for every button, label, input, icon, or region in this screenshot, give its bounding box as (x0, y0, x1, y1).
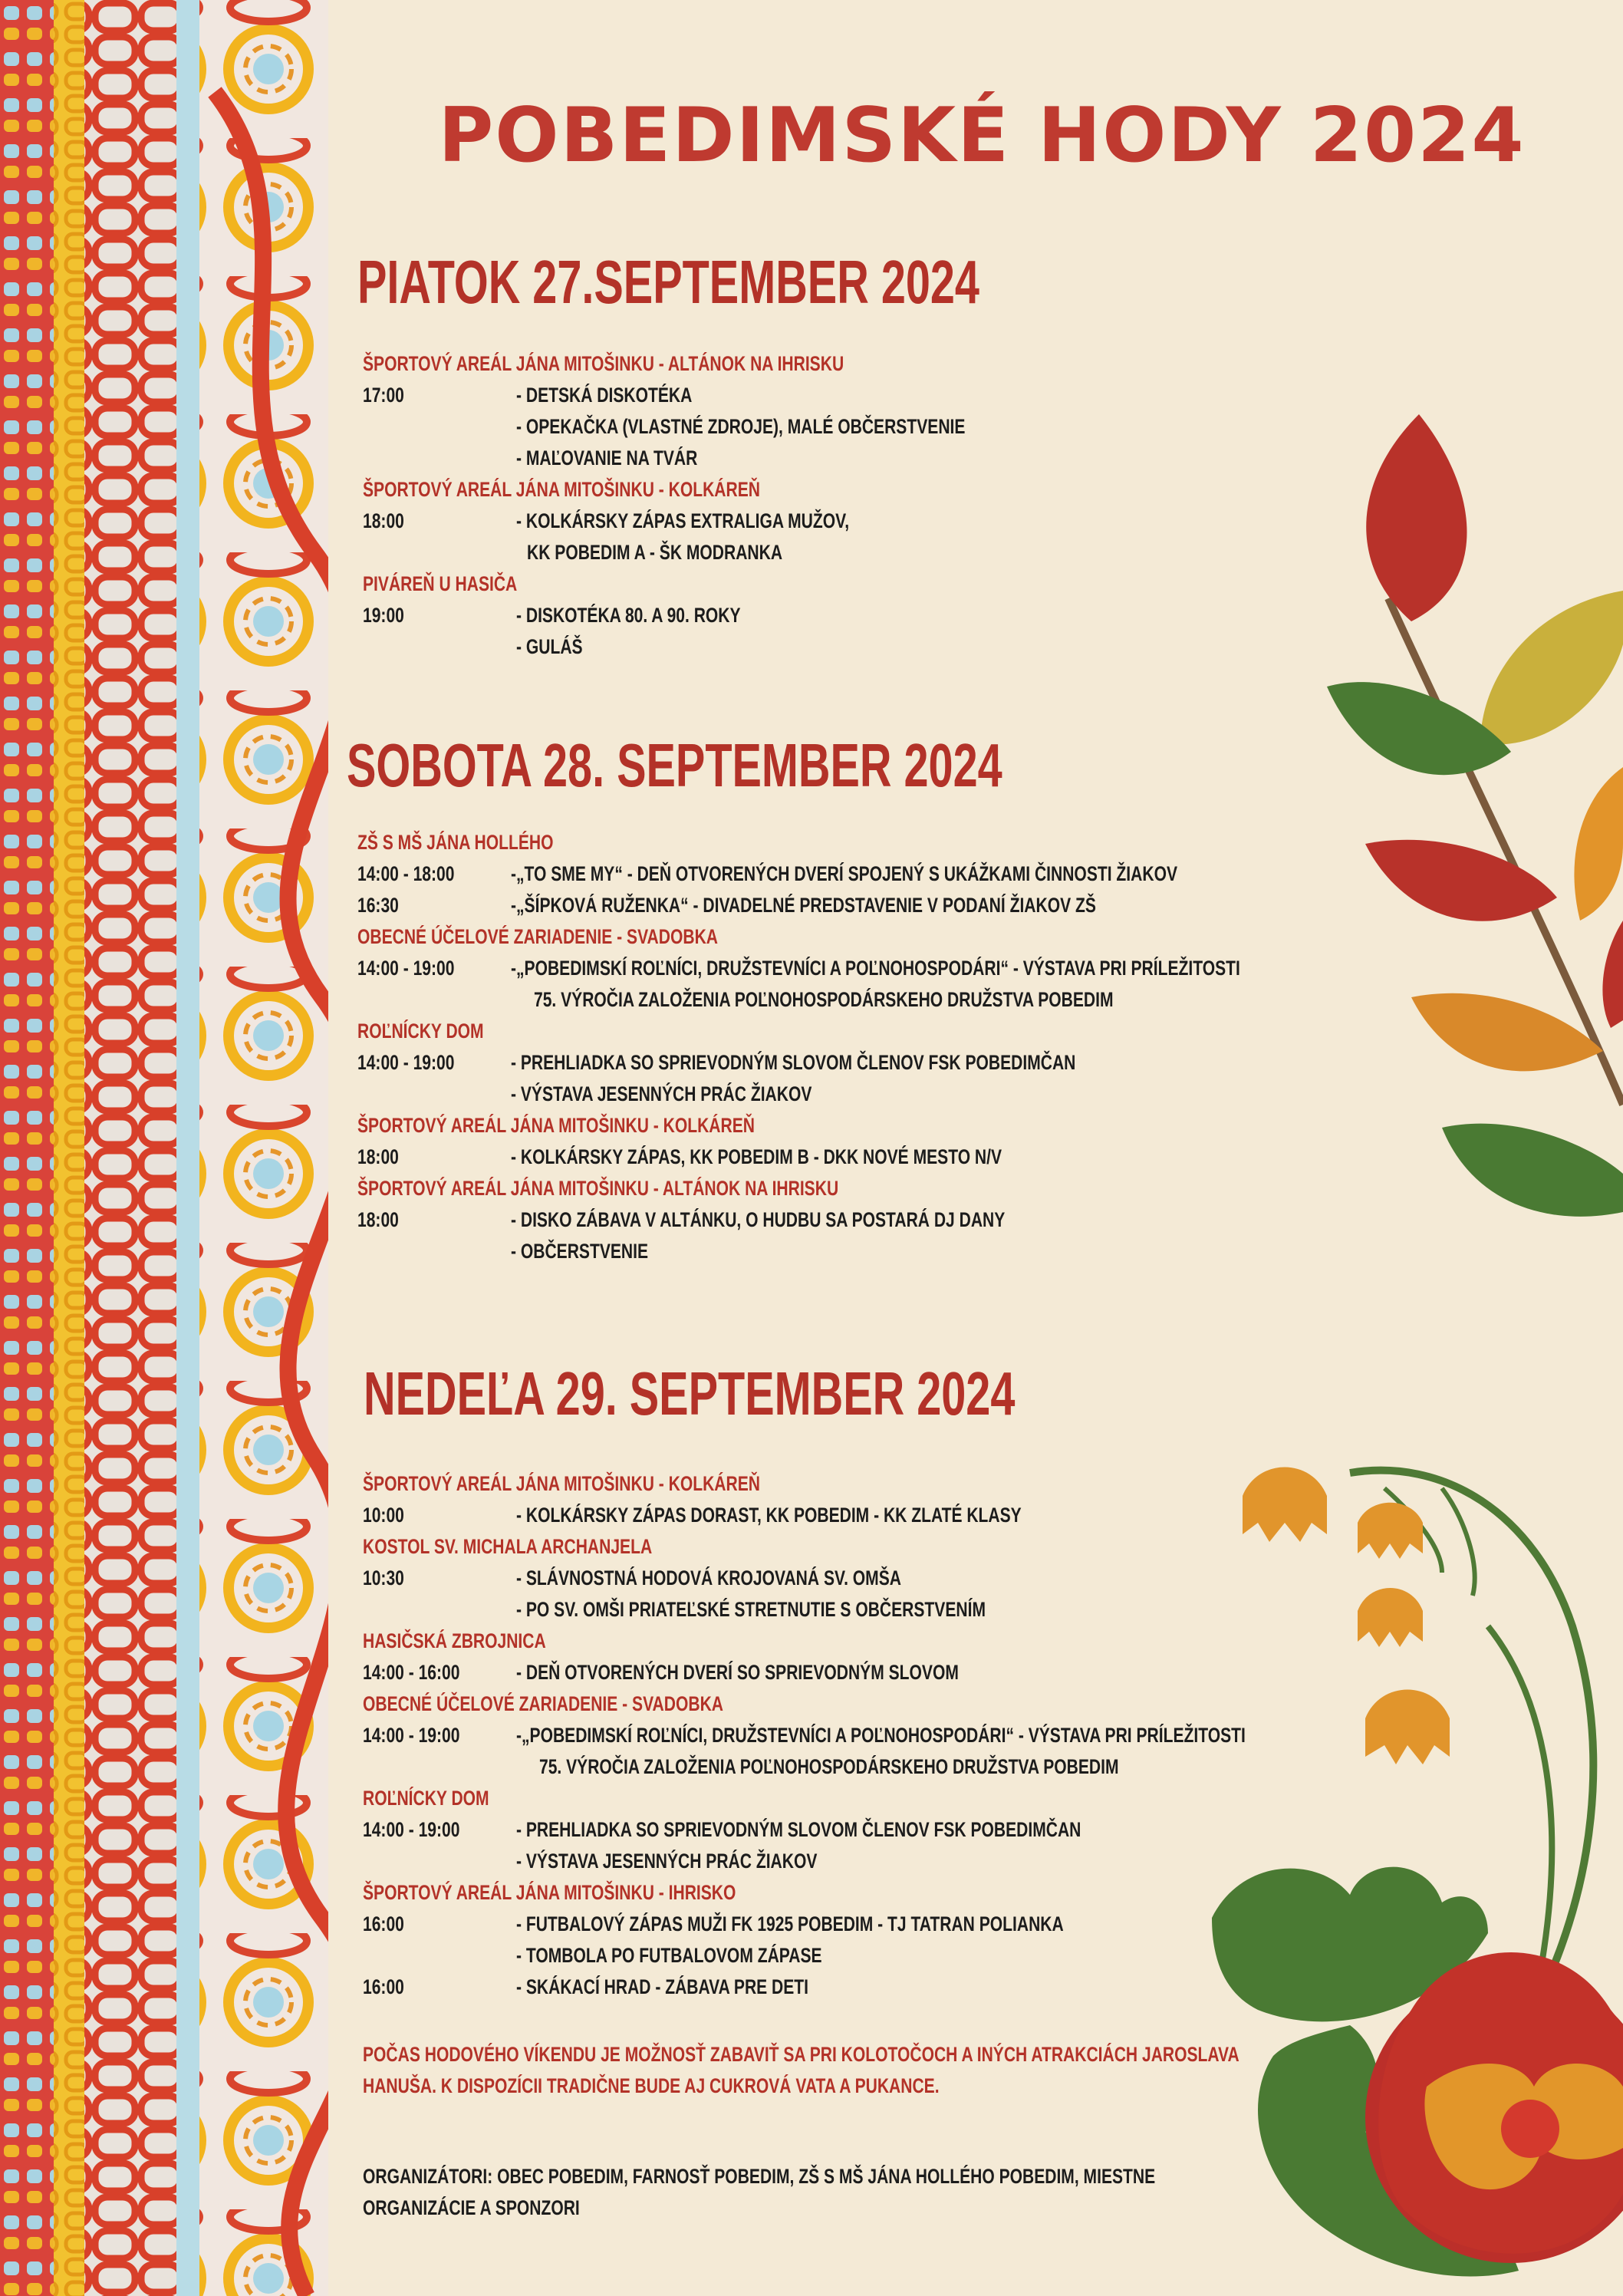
venue-name: ŠPORTOVÝ AREÁL JÁNA MITOŠINKU - IHRISKO (363, 1881, 736, 1904)
attractions-note-line: HANUŠA. K DISPOZÍCII TRADIČNE BUDE AJ CUKROVÁ VATA A PUKANCE. (363, 2074, 940, 2097)
venue-name: ZŠ S MŠ JÁNA HOLLÉHO (357, 831, 554, 854)
schedule-entry (363, 1593, 1360, 1624)
schedule-saturday (357, 825, 1355, 1266)
day-heading-saturday: SOBOTA 28. SEPTEMBER 2024 (347, 731, 1002, 799)
entry-text: - VÝSTAVA JESENNÝCH PRÁC ŽIAKOV (516, 1850, 818, 1873)
entry-time: 19:00 (363, 604, 404, 627)
schedule-entry (363, 1655, 1360, 1687)
schedule-entry (363, 1970, 1360, 2001)
schedule-entry (363, 598, 1360, 630)
embroidery-decoration (0, 0, 328, 2296)
entry-text: - PREHLIADKA SO SPRIEVODNÝM SLOVOM ČLENOV FSK POBEDIMČAN (511, 1051, 1076, 1074)
schedule-entry (363, 1718, 1360, 1750)
organizers-note-line: ORGANIZÁTORI: OBEC POBEDIM, FARNOSŤ POBEDIM, ZŠ S MŠ JÁNA HOLLÉHO POBEDIM, MIESTNE (363, 2165, 1156, 2188)
schedule-entry (363, 441, 1360, 473)
schedule-entry (357, 983, 1355, 1014)
day-heading-friday: PIATOK 27.SEPTEMBER 2024 (357, 248, 979, 316)
venue-heading (357, 1108, 1355, 1140)
entry-time: 16:00 (363, 1975, 404, 1998)
schedule-entry (363, 1813, 1360, 1844)
entry-text: - KOLKÁRSKY ZÁPAS, KK POBEDIM B - DKK NOVÉ MESTO N/V (511, 1145, 1002, 1168)
entry-time: 10:30 (363, 1566, 404, 1589)
venue-name: PIVÁREŇ U HASIČA (363, 572, 518, 595)
schedule-entry (363, 410, 1360, 441)
entry-time: 14:00 - 19:00 (357, 957, 455, 980)
entry-time: 18:00 (357, 1208, 399, 1231)
entry-text: - PO SV. OMŠI PRIATEĽSKÉ STRETNUTIE S OBČERSTVENÍM (516, 1598, 986, 1621)
schedule-friday (363, 347, 1360, 661)
venue-name: ŠPORTOVÝ AREÁL JÁNA MITOŠINKU - ALTÁNOK NA IHRISKU (363, 352, 844, 375)
venue-name: KOSTOL SV. MICHALA ARCHANJELA (363, 1535, 653, 1558)
entry-text: KK POBEDIM A - ŠK MODRANKA (527, 541, 783, 564)
entry-text: - OBČERSTVENIE (511, 1240, 649, 1263)
schedule-entry (357, 1077, 1355, 1108)
entry-time: 16:00 (363, 1912, 404, 1935)
schedule-entry (357, 1046, 1355, 1077)
entry-text: - MAĽOVANIE NA TVÁR (516, 446, 698, 469)
schedule-entry (357, 1203, 1355, 1234)
schedule-entry (363, 1939, 1360, 1970)
venue-name: ŠPORTOVÝ AREÁL JÁNA MITOŠINKU - KOLKÁREŇ (357, 1114, 755, 1137)
schedule-entry (357, 888, 1355, 920)
venue-heading (363, 1467, 1360, 1498)
venue-name: ROĽNÍCKY DOM (363, 1787, 489, 1810)
entry-text: 75. VÝROČIA ZALOŽENIA POĽNOHOSPODÁRSKEHO DRUŽSTVA POBEDIM (534, 988, 1114, 1011)
entry-text: - PREHLIADKA SO SPRIEVODNÝM SLOVOM ČLENOV FSK POBEDIMČAN (516, 1818, 1081, 1841)
schedule-entry (363, 535, 1360, 567)
entry-text: - SLÁVNOSTNÁ HODOVÁ KROJOVANÁ SV. OMŠA (516, 1566, 901, 1589)
venue-heading (357, 920, 1355, 951)
venue-heading (363, 473, 1360, 504)
schedule-entry (357, 951, 1355, 983)
entry-time: 18:00 (357, 1145, 399, 1168)
venue-heading (363, 1687, 1360, 1718)
venue-heading (363, 1624, 1360, 1655)
venue-name: OBECNÉ ÚČELOVÉ ZARIADENIE - SVADOBKA (363, 1692, 723, 1715)
entry-text: - DETSKÁ DISKOTÉKA (516, 384, 693, 407)
entry-text: - KOLKÁRSKY ZÁPAS EXTRALIGA MUŽOV, (516, 509, 850, 532)
venue-heading (363, 1530, 1360, 1561)
schedule-entry (357, 857, 1355, 888)
venue-heading (357, 1014, 1355, 1046)
day-heading-sunday: NEDEĽA 29. SEPTEMBER 2024 (364, 1359, 1016, 1428)
venue-heading (357, 825, 1355, 857)
schedule-entry (357, 1234, 1355, 1266)
venue-heading (363, 1781, 1360, 1813)
entry-text: - FUTBALOVÝ ZÁPAS MUŽI FK 1925 POBEDIM - TJ TATRAN POLIANKA (516, 1912, 1064, 1935)
poster-title: POBEDIMSKÉ HODY 2024 (438, 92, 1526, 180)
schedule-entry (363, 1561, 1360, 1593)
venue-heading (357, 1171, 1355, 1203)
venue-name: OBECNÉ ÚČELOVÉ ZARIADENIE - SVADOBKA (357, 925, 718, 948)
entry-time: 14:00 - 18:00 (357, 862, 455, 885)
schedule-entry (363, 1750, 1360, 1781)
entry-time: 14:00 - 16:00 (363, 1661, 460, 1684)
entry-text: - TOMBOLA PO FUTBALOVOM ZÁPASE (516, 1944, 822, 1967)
entry-text: - OPEKAČKA (VLASTNÉ ZDROJE), MALÉ OBČERSTVENIE (516, 415, 966, 438)
entry-text: - SKÁKACÍ HRAD - ZÁBAVA PRE DETI (516, 1975, 809, 1998)
venue-name: ROĽNÍCKY DOM (357, 1020, 484, 1043)
entry-time: 14:00 - 19:00 (357, 1051, 455, 1074)
venue-name: HASIČSKÁ ZBROJNICA (363, 1629, 546, 1652)
entry-text: -„TO SME MY“ - DEŇ OTVORENÝCH DVERÍ SPOJENÝ S UKÁŽKAMI ČINNOSTI ŽIAKOV (511, 862, 1177, 885)
attractions-note (363, 2039, 1513, 2102)
schedule-entry (363, 630, 1360, 661)
entry-text: -„ŠÍPKOVÁ RUŽENKA“ - DIVADELNÉ PREDSTAVENIE V PODANÍ ŽIAKOV ZŠ (511, 894, 1096, 917)
schedule-entry (363, 1498, 1360, 1530)
schedule-sunday (363, 1467, 1360, 2001)
entry-time: 18:00 (363, 509, 404, 532)
entry-time: 10:00 (363, 1504, 404, 1527)
schedule-entry (363, 378, 1360, 410)
schedule-entry (363, 1844, 1360, 1876)
schedule-entry (363, 504, 1360, 535)
entry-time: 17:00 (363, 384, 404, 407)
venue-heading (363, 347, 1360, 378)
schedule-entry (357, 1140, 1355, 1171)
entry-text: 75. VÝROČIA ZALOŽENIA POĽNOHOSPODÁRSKEHO DRUŽSTVA POBEDIM (539, 1755, 1119, 1778)
entry-text: -„POBEDIMSKÍ ROĽNÍCI, DRUŽSTEVNÍCI A POĽNOHOSPODÁRI“ - VÝSTAVA PRI PRÍLEŽITOSTI (516, 1724, 1246, 1747)
organizers-note-line: ORGANIZÁCIE A SPONZORI (363, 2196, 580, 2219)
entry-text: - DISKOTÉKA 80. A 90. ROKY (516, 604, 741, 627)
entry-text: - DEŇ OTVORENÝCH DVERÍ SO SPRIEVODNÝM SLOVOM (516, 1661, 959, 1684)
venue-name: ŠPORTOVÝ AREÁL JÁNA MITOŠINKU - ALTÁNOK NA IHRISKU (357, 1177, 839, 1200)
entry-text: - KOLKÁRSKY ZÁPAS DORAST, KK POBEDIM - KK ZLATÉ KLASY (516, 1504, 1022, 1527)
entry-time: 14:00 - 19:00 (363, 1818, 460, 1841)
entry-text: - GULÁŠ (516, 635, 583, 658)
venue-heading (363, 567, 1360, 598)
venue-name: ŠPORTOVÝ AREÁL JÁNA MITOŠINKU - KOLKÁREŇ (363, 478, 760, 501)
entry-time: 16:30 (357, 894, 399, 917)
entry-text: -„POBEDIMSKÍ ROĽNÍCI, DRUŽSTEVNÍCI A POĽNOHOSPODÁRI“ - VÝSTAVA PRI PRÍLEŽITOSTI (511, 957, 1240, 980)
venue-name: ŠPORTOVÝ AREÁL JÁNA MITOŠINKU - KOLKÁREŇ (363, 1472, 760, 1495)
entry-time: 14:00 - 19:00 (363, 1724, 460, 1747)
venue-heading (363, 1876, 1360, 1907)
attractions-note-line: POČAS HODOVÉHO VÍKENDU JE MOŽNOSŤ ZABAVIŤ SA PRI KOLOTOČOCH A INÝCH ATRAKCIÁCH JAROSLAVA (363, 2043, 1239, 2066)
entry-text: - VÝSTAVA JESENNÝCH PRÁC ŽIAKOV (511, 1082, 812, 1105)
schedule-entry (363, 1907, 1360, 1939)
organizers-note (363, 2161, 1513, 2224)
entry-text: - DISKO ZÁBAVA V ALTÁNKU, O HUDBU SA POSTARÁ DJ DANY (511, 1208, 1006, 1231)
